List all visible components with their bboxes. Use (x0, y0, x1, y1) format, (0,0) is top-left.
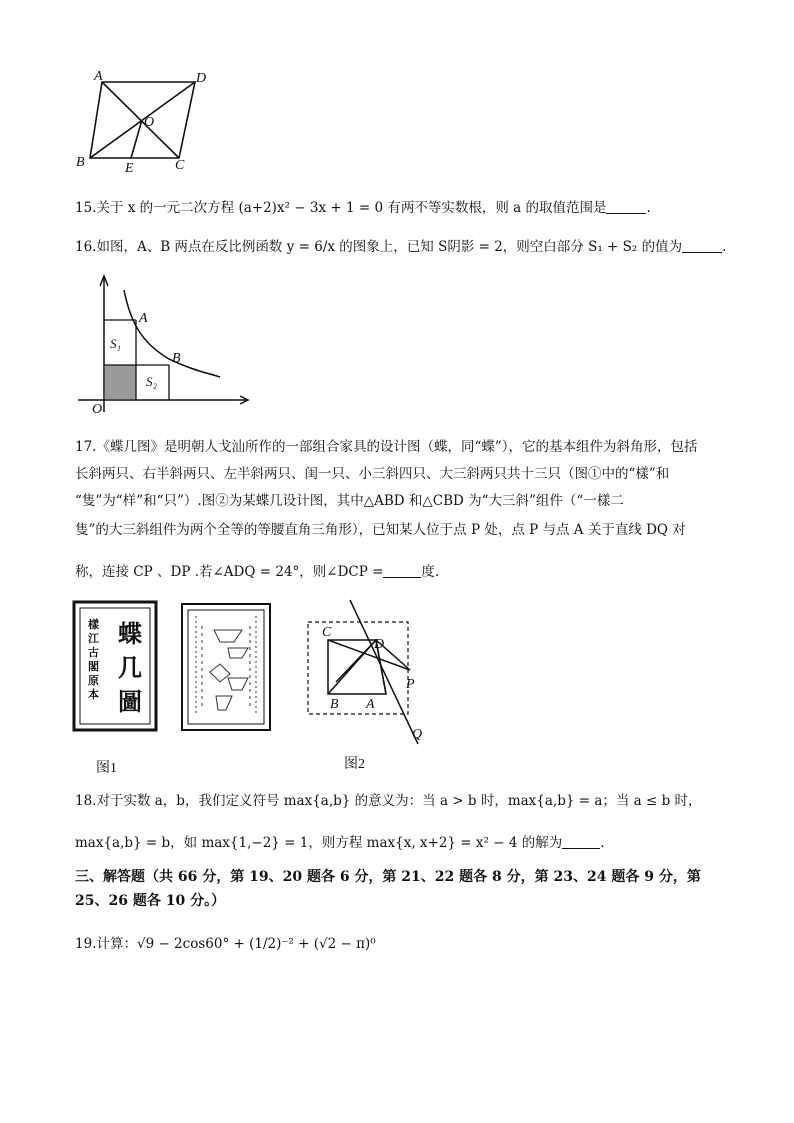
question-17-line-1: 17.《蝶几图》是明朝人戈汕所作的一部组合家具的设计图（蝶，同“蝶”），它的基本组件为斜角形，包括 (75, 439, 698, 455)
cover-char-1: 蝶 (118, 622, 142, 648)
diagonal-ac (102, 82, 179, 158)
label-c: C (175, 158, 185, 173)
label-q: Q (412, 727, 423, 742)
book-page (182, 604, 270, 730)
caption-fig2: 图2 (344, 757, 365, 772)
question-17-text-end: 称，连接 CP 、DP .若∠ADQ = 24°，则∠DCP = (75, 564, 384, 580)
label-o: O (92, 402, 103, 417)
answer-blank-15[interactable] (606, 199, 646, 214)
diagonal-bd (90, 82, 195, 158)
label-d: D (196, 71, 207, 86)
caption-fig1: 图1 (96, 761, 117, 776)
answer-blank-16[interactable] (682, 238, 722, 253)
shaded-region (105, 365, 136, 399)
label-c: C (322, 625, 332, 640)
section-3-heading-line-1: 三、解答题（共 66 分，第 19、20 题各 6 分，第 21、22 题各 8 分，第 23、24 题各 9 分，第 (75, 869, 701, 885)
label-b: B (330, 697, 339, 712)
inverse-function-figure (74, 272, 254, 418)
question-17-line-5 (75, 563, 439, 581)
label-a: A (139, 311, 148, 326)
label-b: B (76, 155, 85, 170)
question-17-line-2: 长斜两只、右半斜两只、左半斜两只、闺一只、小三斜四只、大三斜两只共十三只（图①中的“樣”和 (75, 466, 670, 482)
figure-1-book (70, 596, 280, 780)
label-a: A (94, 69, 103, 84)
line-cp (328, 640, 410, 670)
label-o: O (144, 115, 155, 130)
label-b: B (172, 351, 181, 366)
label-d: D (374, 637, 385, 652)
label-s1: S₁ (110, 336, 122, 351)
section-3-heading-line-2: 25、26 题各 10 分。） (75, 893, 226, 909)
question-18-text-end: max{a,b} = b，如 max{1,−2} = 1，则方程 max{x, x+2} = x² − 4 的解为 (75, 835, 563, 851)
inner-segment (336, 640, 376, 682)
answer-blank-17[interactable] (383, 563, 421, 578)
cover-side-3: 古 (88, 647, 99, 659)
question-16: 16.如图，A、B 两点在反比例函数 y = 6/x 的图象上，已知 S阴影 = 2，则空白部分 S₁ + S₂ 的值为 . (75, 239, 727, 255)
segment-oe (131, 120, 142, 158)
figure-2-geometry (300, 596, 430, 780)
cover-side-1: 樣 (88, 619, 99, 631)
answer-blank-18[interactable] (562, 834, 600, 849)
book-cover (74, 602, 156, 730)
cover-side-4: 閣 (88, 661, 99, 673)
question-18-line-1: 18.对于实数 a，b，我们定义符号 max{a,b} 的意义为：当 a > b 时，max{a,b} = a；当 a ≤ b 时， (75, 793, 702, 809)
question-17-line-4: 隻”的大三斜组件为两个全等的等腰直角三角形），已知某人位于点 P 处，点 P 与点 A 关于直线 DQ 对 (75, 522, 686, 538)
label-p: P (406, 677, 415, 692)
question-18-line-2: max{a,b} = b，如 max{1,−2} = 1，则方程 max{x, x+2} = x² − 4 的解为 . (75, 835, 605, 851)
label-a: A (366, 697, 375, 712)
question-15: 15.关于 x 的一元二次方程 (a+2)x² − 3x + 1 = 0 有两不等实数根，则 a 的取值范围是 . (75, 200, 651, 216)
question-17-unit: 度. (421, 564, 440, 580)
cover-char-3: 圖 (118, 690, 142, 716)
parallelogram-figure (72, 68, 222, 174)
question-19: 19.计算：√9 − 2cos60° + (1/2)⁻² + (√2 − π)⁰ (75, 936, 376, 952)
label-s2: S₂ (146, 374, 158, 389)
question-15-text: 15.关于 x 的一元二次方程 (a+2)x² − 3x + 1 = 0 有两不等实数根，则 a 的取值范围是 (75, 200, 607, 216)
cover-char-2: 几 (118, 656, 142, 682)
cover-side-5: 原 (88, 675, 99, 687)
question-16-text: 16.如图，A、B 两点在反比例函数 y = 6/x 的图象上，已知 S阴影 = 2，则空白部分 S₁ + S₂ 的值为 (75, 239, 683, 255)
label-e: E (125, 161, 134, 174)
cover-side-6: 本 (88, 689, 99, 701)
cover-side-2: 江 (88, 633, 99, 645)
question-17-line-3: “隻”为“样”和“只”）.图②为某蝶几设计图，其中△ABD 和△CBD 为“大三斜”组件（“一樣二 (75, 493, 624, 509)
